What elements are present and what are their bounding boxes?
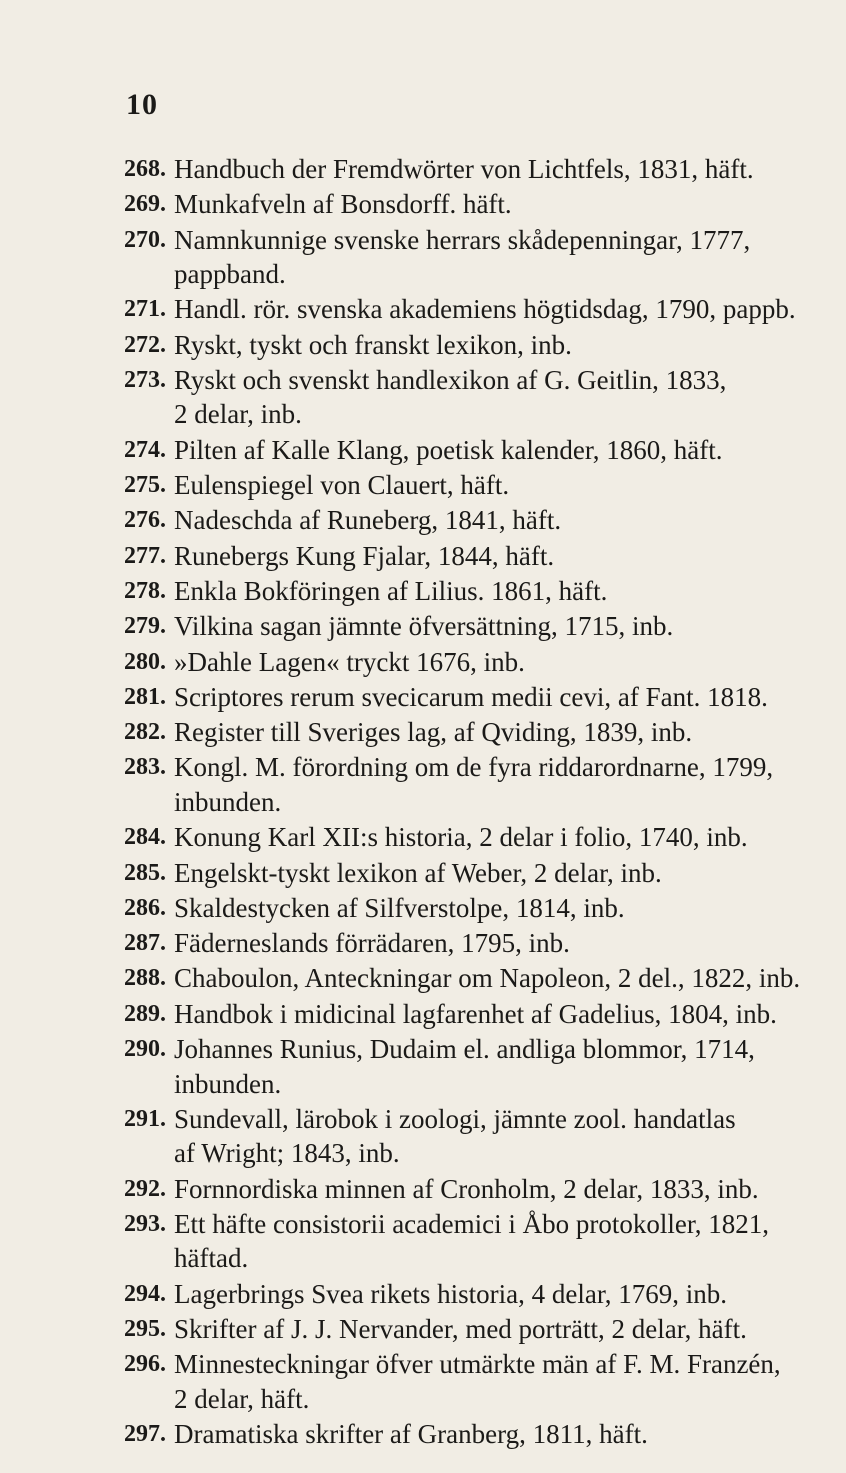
entry-number: 283. [124,754,166,781]
entry-text [174,1312,834,1347]
entry-number: 273. [124,366,166,393]
entry-number: 268. [124,156,166,182]
entry-text [174,1032,834,1101]
entry-number: 291. [124,1105,166,1132]
catalog-entry [124,223,834,292]
catalog-entry [124,961,834,996]
entry-number: 293. [124,1210,166,1237]
catalog-entry [124,645,834,680]
entry-number: 269. [124,191,166,218]
entry-title: Fornnordiska minnen af Cronholm, 2 delar, 1833, inb. [174,1173,759,1204]
entry-continuation: af Wright; 1843, inb. [174,1138,400,1169]
entry-number: 274. [124,436,166,463]
entry-title: Lagerbrings Svea rikets historia, 4 delar, 1769, inb. [174,1278,728,1309]
entry-text [174,820,834,855]
entry-text [174,539,834,574]
catalog-entry [124,750,834,819]
catalog-entry [124,609,834,644]
entry-continuation: 2 delar, häft. [174,1383,310,1414]
entry-text [174,926,834,961]
catalog-entry [124,292,834,327]
entry-title: Ett häfte consistorii academici i Åbo protokoller, 1821, [174,1208,770,1239]
catalog-entry [124,1172,834,1207]
entry-number: 289. [124,1000,166,1027]
entry-title: Namnkunnige svenske herrars skådepenningar, 1777, [174,224,751,255]
entry-text [174,856,834,891]
entry-continuation: 2 delar, inb. [174,399,302,430]
catalog-entry [124,187,834,222]
entry-text [174,468,834,503]
entry-text [174,1102,834,1171]
catalog-entry [124,1347,834,1416]
entry-text [174,1172,834,1207]
entry-number: 297. [124,1421,166,1448]
catalog-entry [124,468,834,503]
entry-number: 279. [124,613,166,640]
entry-text [174,223,834,292]
entry-text [174,574,834,609]
entry-title: Dramatiska skrifter af Granberg, 1811, häft. [174,1419,648,1450]
catalog-entry [124,820,834,855]
entry-number: 292. [124,1175,166,1202]
entry-text [174,750,834,819]
entry-title: Ryskt och svenskt handlexikon af G. Geitlin, 1833, [174,364,727,395]
entry-number: 276. [124,507,166,534]
entry-title: Engelskt-tyskt lexikon af Weber, 2 delar, inb. [174,857,662,888]
entry-text [174,1207,834,1276]
entry-title: Ryskt, tyskt och franskt lexikon, inb. [174,329,572,360]
entry-title: Nadeschda af Runeberg, 1841, häft. [174,505,562,536]
entry-title: Runebergs Kung Fjalar, 1844, häft. [174,540,555,571]
entry-continuation: inbunden. [174,1068,282,1099]
entry-title: Minnesteckningar öfver utmärkte män af F. M. Franzén, [174,1349,781,1380]
entry-number: 275. [124,472,166,499]
entry-text [174,328,834,363]
entry-number: 296. [124,1351,166,1378]
catalog-entry [124,891,834,926]
entry-text [174,187,834,222]
entry-title: Skrifter af J. J. Nervander, med porträtt, 2 delar, häft. [174,1314,747,1345]
entry-number: 281. [124,683,166,710]
page-number: 10 [126,88,158,121]
entry-continuation: inbunden. [174,786,282,817]
catalog-entry [124,1102,834,1171]
entry-text [174,609,834,644]
entry-title: Scriptores rerum svecicarum medii cevi, af Fant. 1818. [174,681,768,712]
catalog-entry [124,856,834,891]
entry-text [174,680,834,715]
entry-number: 288. [124,965,166,992]
catalog-entry [124,503,834,538]
entry-text [174,715,834,750]
entry-title: Handl. rör. svenska akademiens högtidsdag, 1790, pappb. [174,294,796,325]
entry-text [174,503,834,538]
entry-number: 290. [124,1036,166,1063]
entry-continuation: häftad. [174,1243,249,1274]
entry-continuation: pappband. [174,259,286,290]
entry-title: Eulenspiegel von Clauert, häft. [174,470,510,501]
catalog-entry [124,715,834,750]
entry-title: Register till Sveriges lag, af Qviding, 1839, inb. [174,717,693,748]
entry-number: 270. [124,226,166,253]
catalog-entry [124,1417,834,1452]
catalog-entry [124,152,834,187]
entry-text [174,645,834,680]
entry-text [174,961,834,996]
catalog-entry [124,1207,834,1276]
entry-title: Fäderneslands förrädaren, 1795, inb. [174,928,570,959]
catalog-entry [124,363,834,432]
entry-number: 277. [124,542,166,569]
entry-number: 282. [124,719,166,746]
entry-number: 284. [124,824,166,851]
entry-number: 272. [124,331,166,358]
entry-number: 287. [124,930,166,957]
entry-number: 294. [124,1280,166,1307]
entry-number: 295. [124,1316,166,1343]
entry-title: Skaldestycken af Silfverstolpe, 1814, inb. [174,892,625,923]
entry-title: Sundevall, lärobok i zoologi, jämnte zool. handatlas [174,1103,736,1134]
entry-text [174,1417,834,1452]
entry-title: Kongl. M. förordning om de fyra riddarordnarne, 1799, [174,752,774,783]
entry-text [174,1277,834,1312]
entry-title: Konung Karl XII:s historia, 2 delar i folio, 1740, inb. [174,822,748,853]
entry-title: Johannes Runius, Dudaim el. andliga blommor, 1714, [174,1034,755,1065]
catalog-entry [124,574,834,609]
catalog-entry [124,328,834,363]
entry-number: 286. [124,894,166,921]
entry-number: 271. [124,296,166,323]
entry-title: Handbok i midicinal lagfarenhet af Gadelius, 1804, inb. [174,998,777,1029]
entry-text [174,997,834,1032]
entry-title: Enkla Bokföringen af Lilius. 1861, häft. [174,575,608,606]
entry-text [174,1347,834,1416]
entry-title: Munkafveln af Bonsdorff. häft. [174,189,512,220]
catalog-entry [124,1032,834,1101]
catalog-entry [124,1312,834,1347]
entry-text [174,292,834,327]
entry-title: Vilkina sagan jämnte öfversättning, 1715, inb. [174,611,674,642]
entry-title: »Dahle Lagen« tryckt 1676, inb. [174,646,525,677]
entry-title: Pilten af Kalle Klang, poetisk kalender, 1860, häft. [174,434,723,465]
entry-title: Chaboulon, Anteckningar om Napoleon, 2 del., 1822, inb. [174,963,801,994]
entry-number: 280. [124,648,166,675]
entry-text [174,433,834,468]
entry-text [174,891,834,926]
catalog-entry [124,539,834,574]
entry-number: 278. [124,577,166,604]
entry-text [174,152,834,187]
entry-title: Handbuch der Fremdwörter von Lichtfels, 1831, häft. [174,154,754,184]
catalog-list [124,152,834,1452]
catalog-entry [124,433,834,468]
catalog-entry [124,680,834,715]
catalog-entry [124,926,834,961]
catalog-entry [124,1277,834,1312]
catalog-entry [124,997,834,1032]
entry-number: 285. [124,859,166,886]
entry-text [174,363,834,432]
